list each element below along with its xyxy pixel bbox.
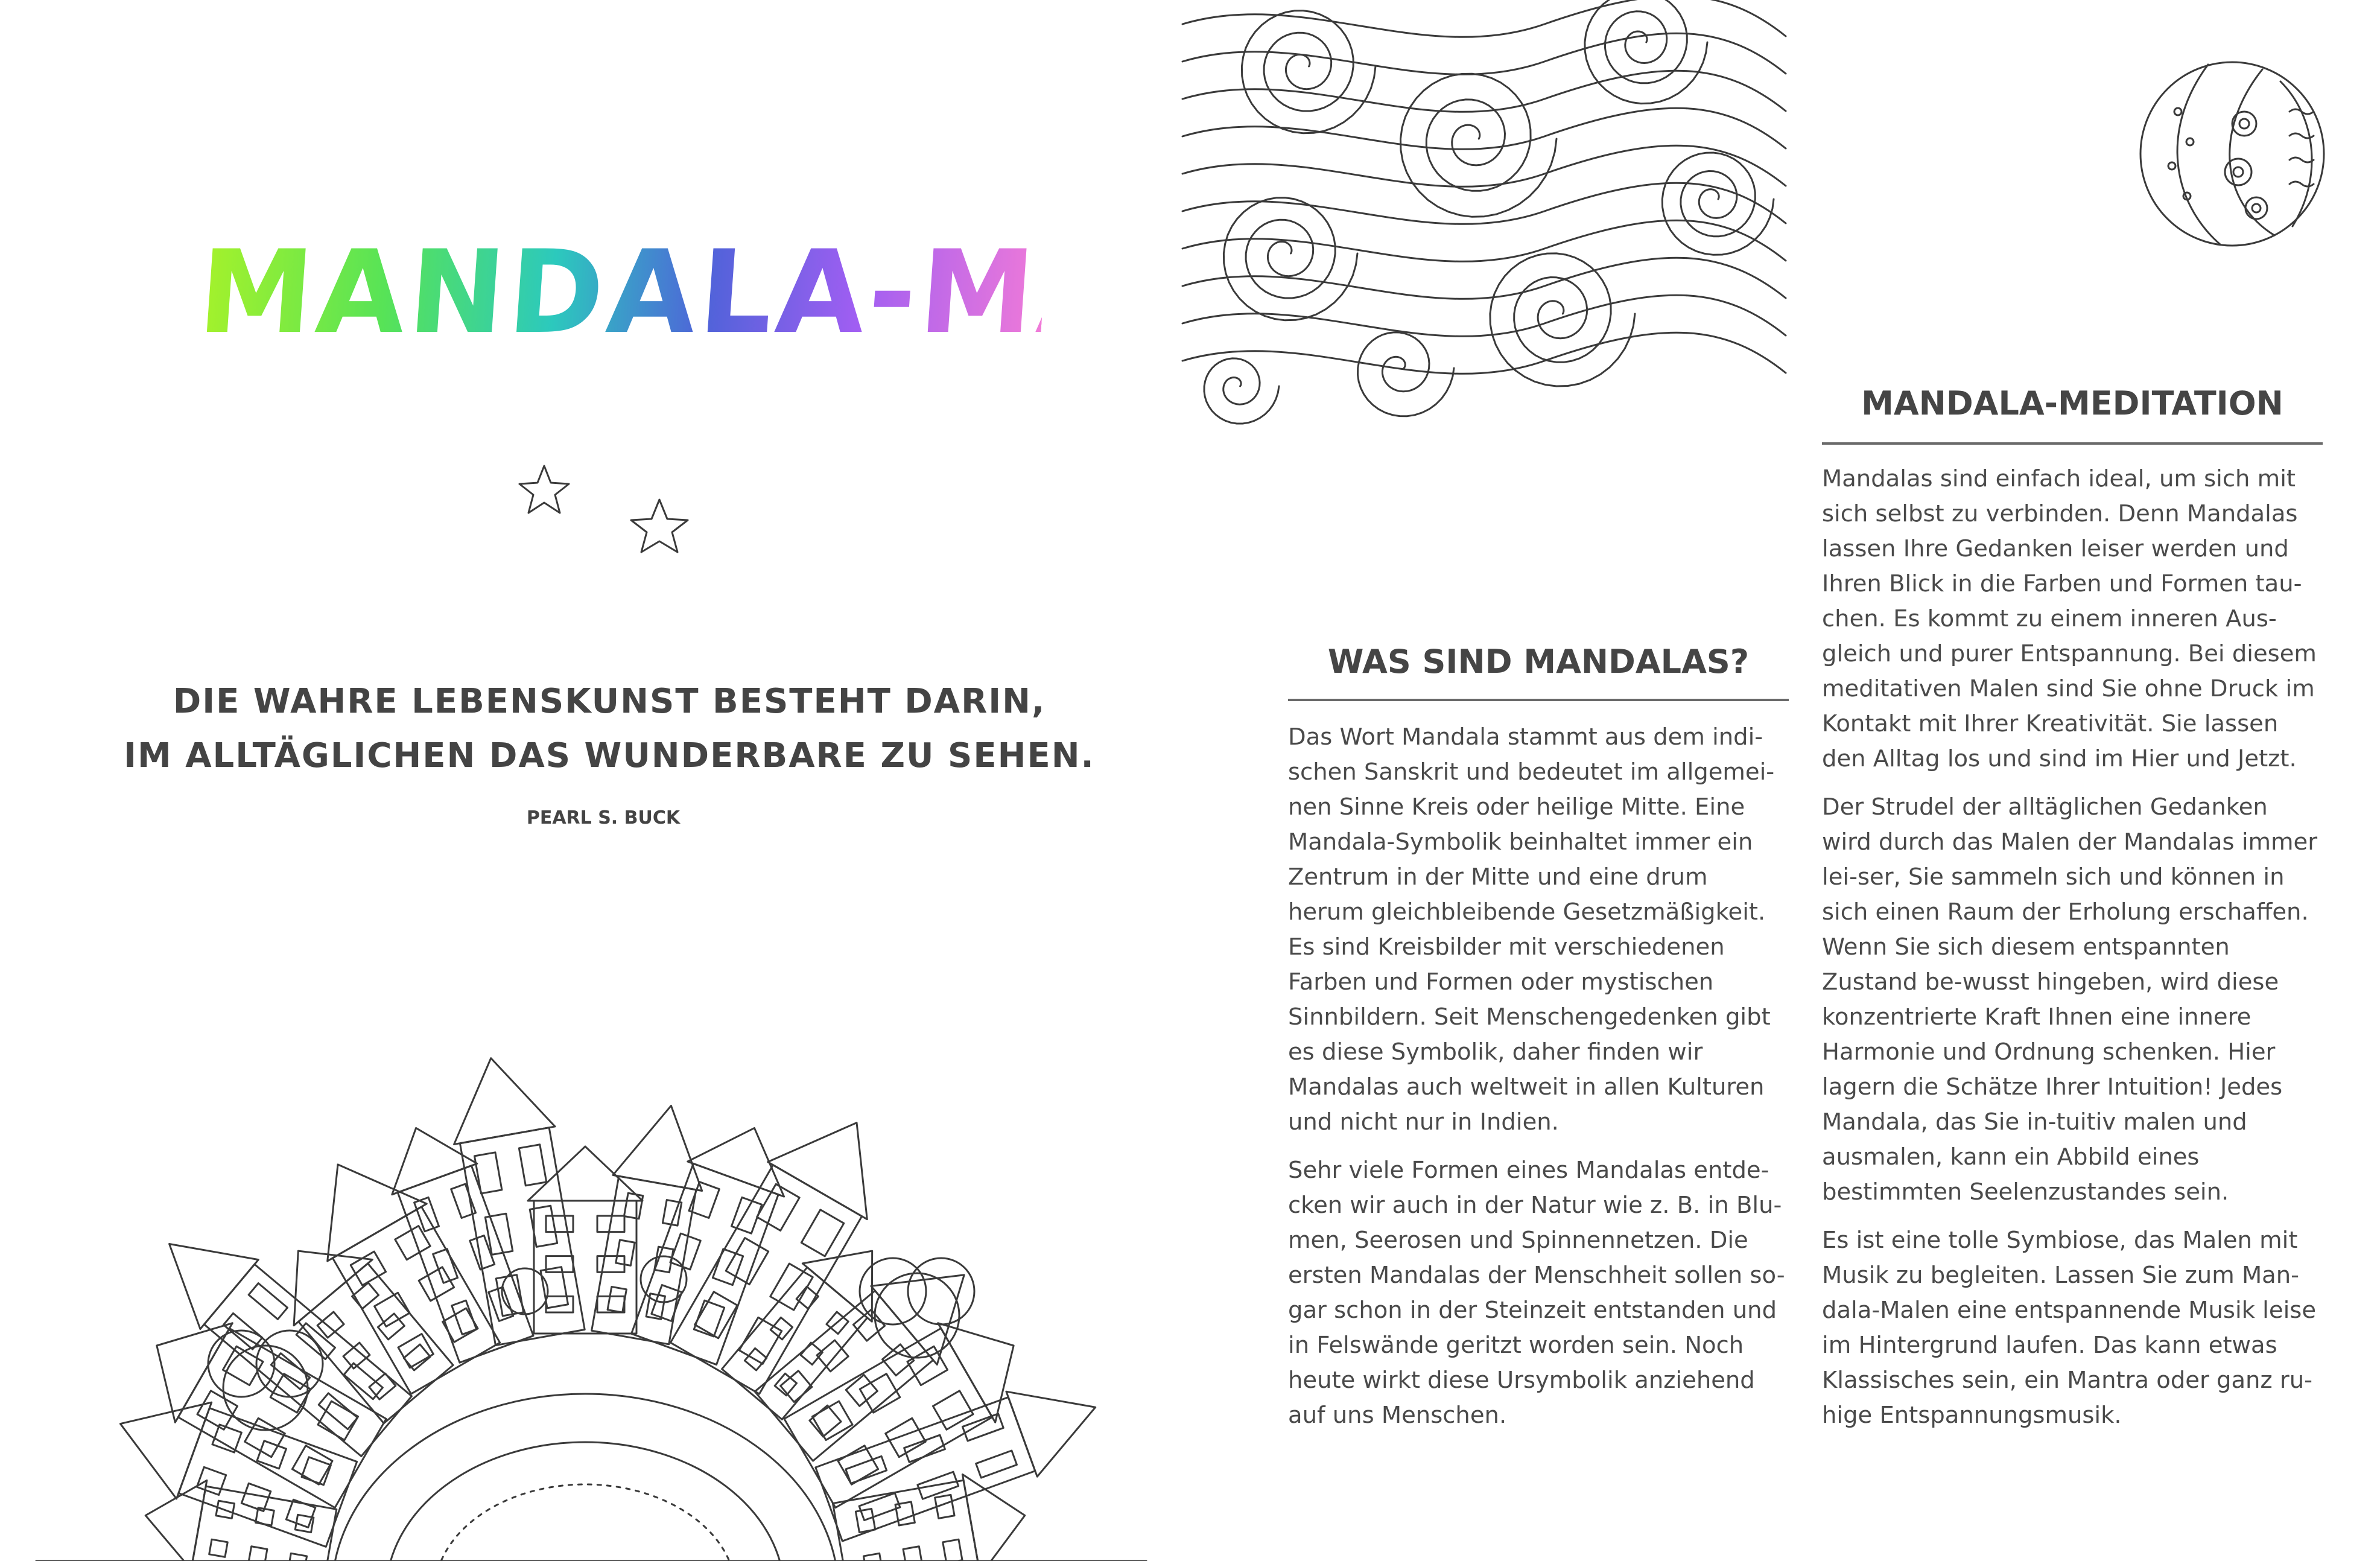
quote-line-1: DIE WAHRE LEBENSKUNST BESTEHT DARIN, — [173, 682, 1046, 721]
heading-rule — [1822, 442, 2323, 445]
quote-line-2: IM ALLTÄGLICHEN DAS WUNDERBARE ZU SEHEN. — [124, 736, 1095, 775]
page-title: MANDALA-MALEN — [194, 226, 1393, 359]
paragraph: Mandalas sind einfach ideal, um sich mit sich selbst zu verbinden. Denn Mandalas lassen Ihre Gedanken leiser werden und Ihren Blick in die Farben und Formen tau-chen. Es kommt zu einem inneren Aus-gleich und purer Entspannung. Bei diesem meditativen Malen sind Sie ohne Druck im Kontakt mit Ihrer Kreativität. Sie lassen den Alltag los und sind im Hier und Jetzt. — [1822, 465, 2317, 772]
text-column-right — [1822, 462, 2323, 1446]
section-heading-what: WAS SIND MANDALAS? — [1327, 643, 1750, 681]
waves-illustration — [1182, 0, 1798, 422]
star-large — [631, 500, 688, 552]
paragraph: Das Wort Mandala stammt aus dem indi-schen Sanskrit und bedeutet im allgemei-nen Sinne Kreis oder heilige Mitte. Eine Mandala-Symbolik beinhaltet immer ein Zentrum in der Mitte und eine drum herum gleichbleibende Gesetzmäßigkeit. Es sind Kreisbilder mit verschiedenen Farben und Formen oder mystischen Sinnbildern. Seit Menschengedenken gibt es diese Symbolik, daher finden wir Mandalas auch weltweit in allen Kulturen und nicht nur in Indien. — [1288, 723, 1775, 1136]
paragraph: Der Strudel der alltäglichen Gedanken wird durch das Malen der Mandalas immer lei-ser, Sie sammeln sich und können in sich einen Raum der Erholung erschaffen. Wenn Sie sich diesem entspannten Zustand be-wusst hingeben, wird diese konzentrierte Kraft Ihnen eine innere Harmonie und Ordnung schenken. Hier lagern die Schätze Ihrer Intuition! Jedes Mandala, das Sie in-tuitiv malen und ausmalen, kann ein Abbild eines bestimmten Seelenzustandes sein. — [1822, 793, 2318, 1206]
section-heading-meditation: MANDALA-MEDITATION — [1861, 384, 2283, 422]
quote — [103, 675, 1116, 783]
heading-rule — [1288, 699, 1789, 701]
ball-illustration — [2136, 57, 2329, 250]
stars-illustration — [507, 459, 706, 579]
town-illustration — [24, 953, 1146, 1561]
paragraph: Es ist eine tolle Symbiose, das Malen mit Musik zu begleiten. Lassen Sie zum Man-dala-Malen eine entspannende Musik leise im Hintergrund laufen. Das kann etwas Klassisches sein, ein Mantra oder ganz ru-hige Entspannungsmusik. — [1822, 1227, 2317, 1429]
star-small — [519, 466, 569, 513]
paragraph: Sehr viele Formen eines Mandalas entde-cken wir auch in der Natur wie z. B. in Blu-men, Seerosen und Spinnennetzen. Die ersten Mandalas der Menschheit sollen so-gar schon in der Steinzeit entstanden und in Felswände geritzt worden sein. Noch heute wirkt diese Ursymbolik anziehend auf uns Menschen. — [1288, 1157, 1785, 1429]
quote-author: PEARL S. BUCK — [526, 807, 681, 828]
text-column-left — [1288, 720, 1789, 1446]
